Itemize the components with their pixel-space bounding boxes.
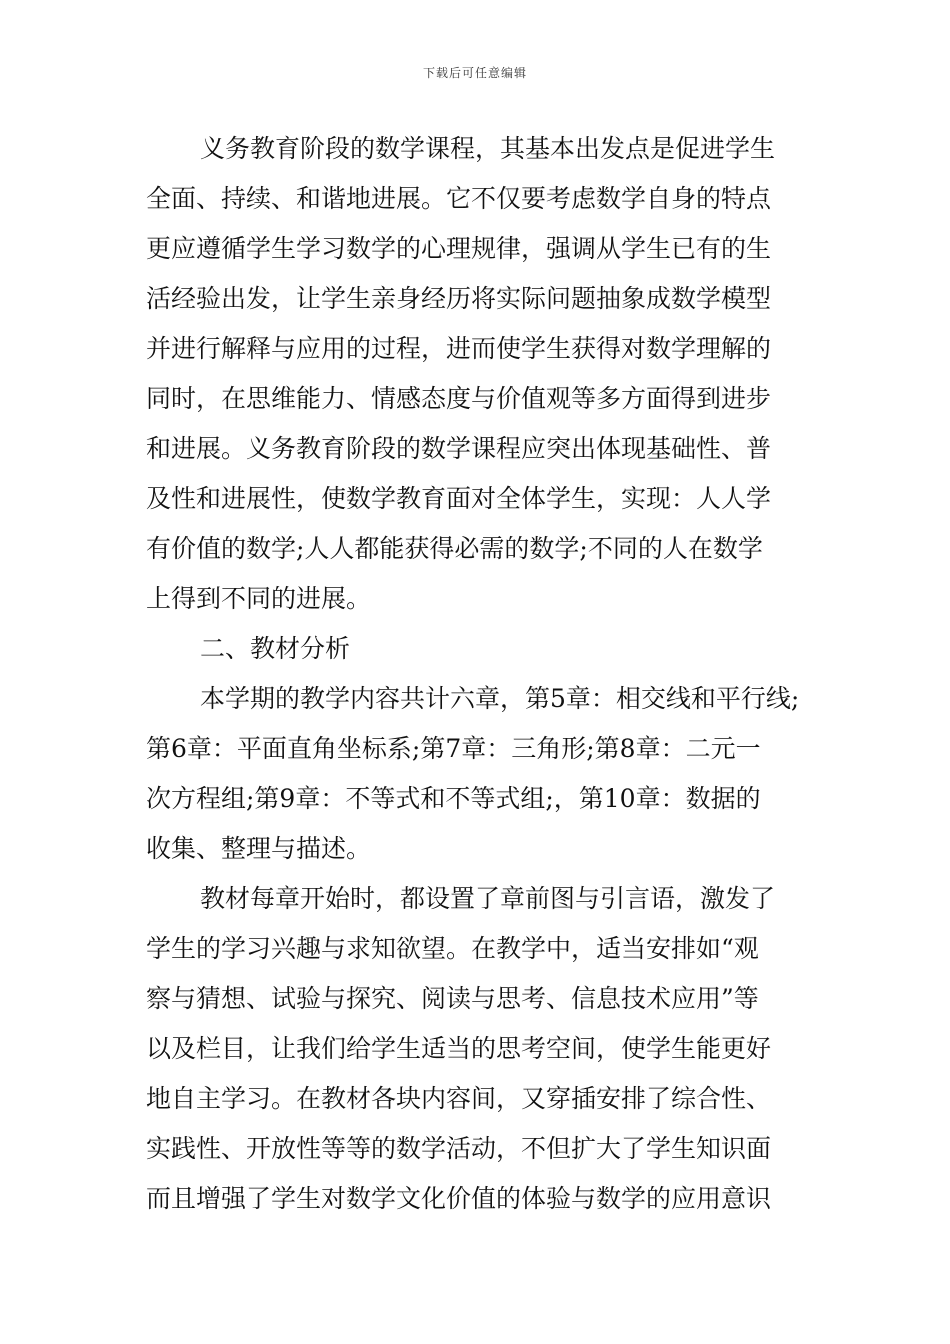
paragraph-line: 学生的学习兴趣与求知欲望。在教学中，适当安排如“观 [146, 934, 759, 963]
paragraph-line: 地自主学习。在教材各块内容间，又穿插安排了综合性、 [146, 1084, 772, 1113]
paragraph-line: 实践性、开放性等等的数学活动，不但扩大了学生知识面 [146, 1134, 772, 1163]
paragraph-line: 并进行解释与应用的过程，进而使学生获得对数学理解的 [146, 334, 772, 363]
paragraph-line: 义务教育阶段的数学课程，其基本出发点是促进学生 [200, 134, 776, 163]
paragraph-line: 次方程组;第9章：不等式和不等式组;，第10章：数据的 [146, 784, 761, 813]
paragraph-line: 以及栏目，让我们给学生适当的思考空间，使学生能更好 [146, 1034, 772, 1063]
paragraph-line: 同时，在思维能力、情感态度与价值观等多方面得到进步 [146, 384, 772, 413]
paragraph-line: 有价值的数学;人人都能获得必需的数学;不同的人在数学 [146, 534, 763, 563]
paragraph-line: 活经验出发，让学生亲身经历将实际问题抽象成数学模型 [146, 284, 772, 313]
section-heading: 二、教材分析 [200, 634, 351, 663]
paragraph-line: 全面、持续、和谐地进展。它不仅要考虑数学自身的特点 [146, 184, 772, 213]
paragraph-line: 收集、整理与描述。 [146, 834, 372, 863]
paragraph-line: 第6章：平面直角坐标系;第7章：三角形;第8章：二元一 [146, 734, 761, 763]
paragraph-line: 察与猜想、试验与探究、阅读与思考、信息技术应用”等 [146, 984, 759, 1013]
page-header: 下载后可任意编辑 [422, 66, 527, 80]
paragraph-line: 更应遵循学生学习数学的心理规律，强调从学生已有的生 [146, 234, 772, 263]
paragraph-line: 本学期的教学内容共计六章，第5章：相交线和平行线; [200, 684, 800, 713]
paragraph-line: 上得到不同的进展。 [146, 584, 372, 613]
paragraph-line: 及性和进展性，使数学教育面对全体学生，实现：人人学 [146, 484, 772, 513]
paragraph-line: 教材每章开始时，都设置了章前图与引言语，激发了 [200, 884, 776, 913]
paragraph-line: 和进展。义务教育阶段的数学课程应突出体现基础性、普 [146, 434, 772, 463]
paragraph-line: 而且增强了学生对数学文化价值的体验与数学的应用意识 [146, 1184, 772, 1213]
